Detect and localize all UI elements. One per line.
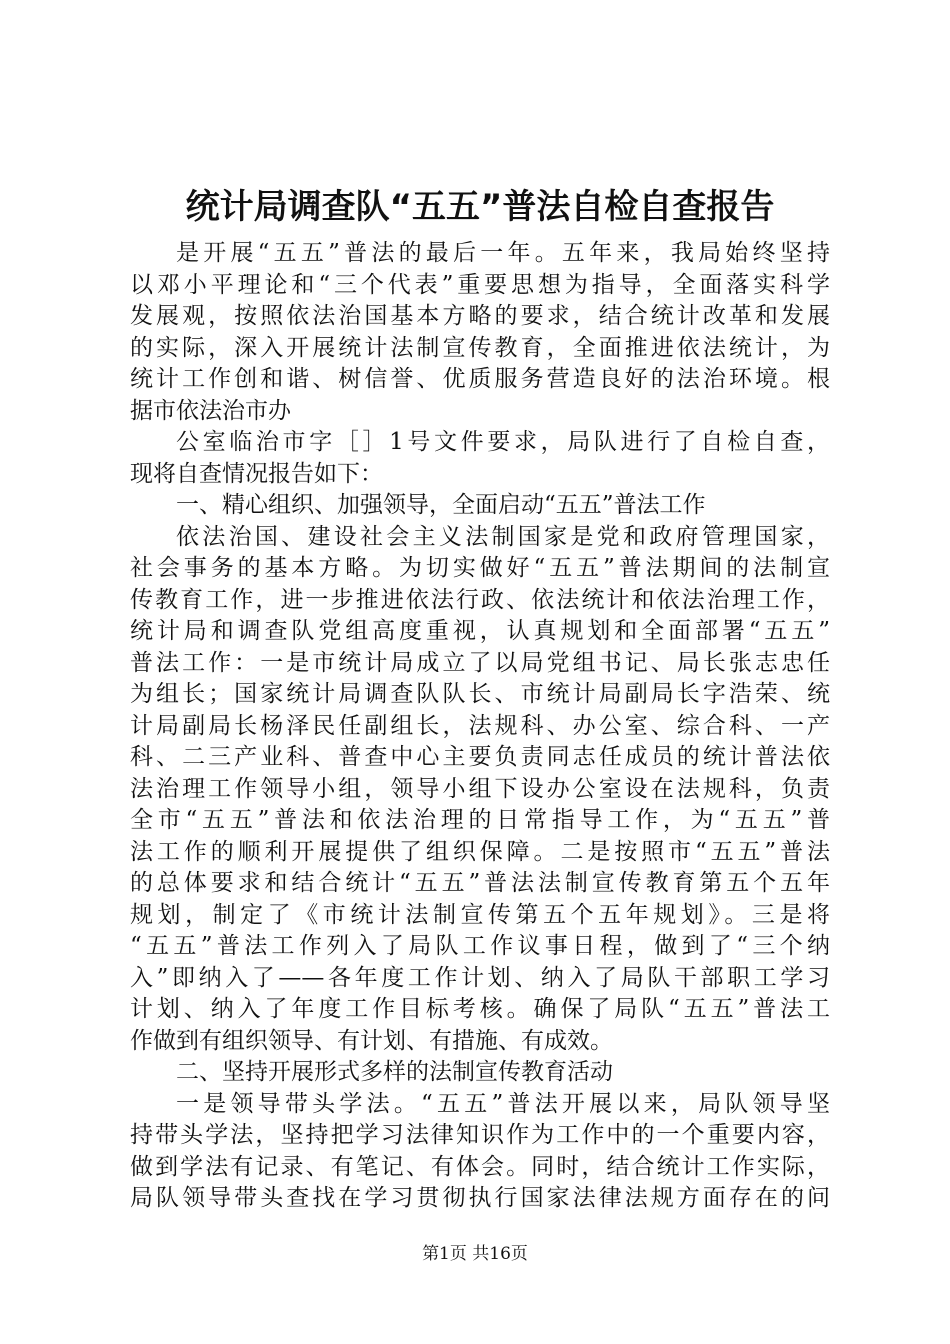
text-line: 以邓小平理论和“三个代表”重要思想为指导，全面落实科学	[130, 271, 830, 298]
text-line: 的实际，深入开展统计法制宣传教育，全面推进依法统计，为	[130, 334, 830, 361]
text-line: 一、精心组织、加强领导，全面启动“五五”普法工作	[176, 492, 706, 518]
text-line: 规划，制定了《市统计法制宣传第五个五年规划》。三是将	[130, 901, 830, 928]
text-line: 科、二三产业科、普查中心主要负责同志任成员的统计普法依	[130, 744, 830, 770]
text-line: 计划、纳入了年度工作目标考核。确保了局队“五五”普法工	[130, 996, 830, 1022]
text-line: 做到学法有记录、有笔记、有体会。同时，结合统计工作实际，	[130, 1153, 830, 1180]
text-line: 入”即纳入了——各年度工作计划、纳入了局队干部职工学习	[130, 964, 830, 991]
page-footer: 第1页 共16页	[422, 1244, 528, 1264]
text-line: 普法工作：一是市统计局成立了以局党组书记、局长张志忠任	[130, 649, 830, 676]
text-line: 法工作的顺利开展提供了组织保障。二是按照市“五五”普法	[130, 838, 830, 865]
text-line: 一是领导带头学法。“五五”普法开展以来，局队领导坚	[176, 1090, 830, 1117]
text-line: 二、坚持开展形式多样的法制宣传教育活动	[176, 1059, 613, 1085]
text-line: 是开展“五五”普法的最后一年。五年来，我局始终坚持	[176, 240, 830, 266]
text-line: 传教育工作，进一步推进依法行政、依法统计和依法治理工作，	[130, 586, 830, 613]
document-title: 统计局调查队“五五”普法自检自查报告	[185, 187, 775, 227]
text-line: 公室临治市字［］1号文件要求，局队进行了自检自查，	[176, 429, 830, 455]
text-line: 为组长；国家统计局调查队队长、市统计局副局长字浩荣、统	[130, 681, 830, 707]
text-line: 的总体要求和结合统计“五五”普法法制宣传教育第五个五年	[130, 870, 830, 896]
text-line: 统计局和调查队党组高度重视，认真规划和全面部署“五五”	[130, 618, 830, 644]
text-line: 统计工作创和谐、树信誉、优质服务营造良好的法治环境。根	[130, 366, 830, 392]
document-body	[130, 238, 830, 1215]
text-line: “五五”普法工作列入了局队工作议事日程，做到了“三个纳	[130, 933, 830, 959]
text-line: 持带头学法，坚持把学习法律知识作为工作中的一个重要内容，	[130, 1122, 830, 1148]
text-line: 据市依法治市办	[130, 397, 291, 424]
text-line: 法治理工作领导小组，领导小组下设办公室设在法规科，负责	[130, 775, 830, 802]
text-line: 发展观，按照依法治国基本方略的要求，结合统计改革和发展	[130, 303, 830, 329]
text-line: 依法治国、建设社会主义法制国家是党和政府管理国家，	[176, 523, 830, 550]
text-line: 社会事务的基本方略。为切实做好“五五”普法期间的法制宣	[130, 555, 830, 581]
text-line: 现将自查情况报告如下：	[130, 460, 383, 487]
text-line: 局队领导带头查找在学习贯彻执行国家法律法规方面存在的问	[130, 1185, 830, 1211]
text-line: 作做到有组织领导、有计划、有措施、有成效。	[130, 1027, 613, 1054]
text-line: 计局副局长杨泽民任副组长，法规科、办公室、综合科、一产	[130, 712, 830, 739]
text-line: 全市“五五”普法和依法治理的日常指导工作，为“五五”普	[130, 807, 830, 833]
